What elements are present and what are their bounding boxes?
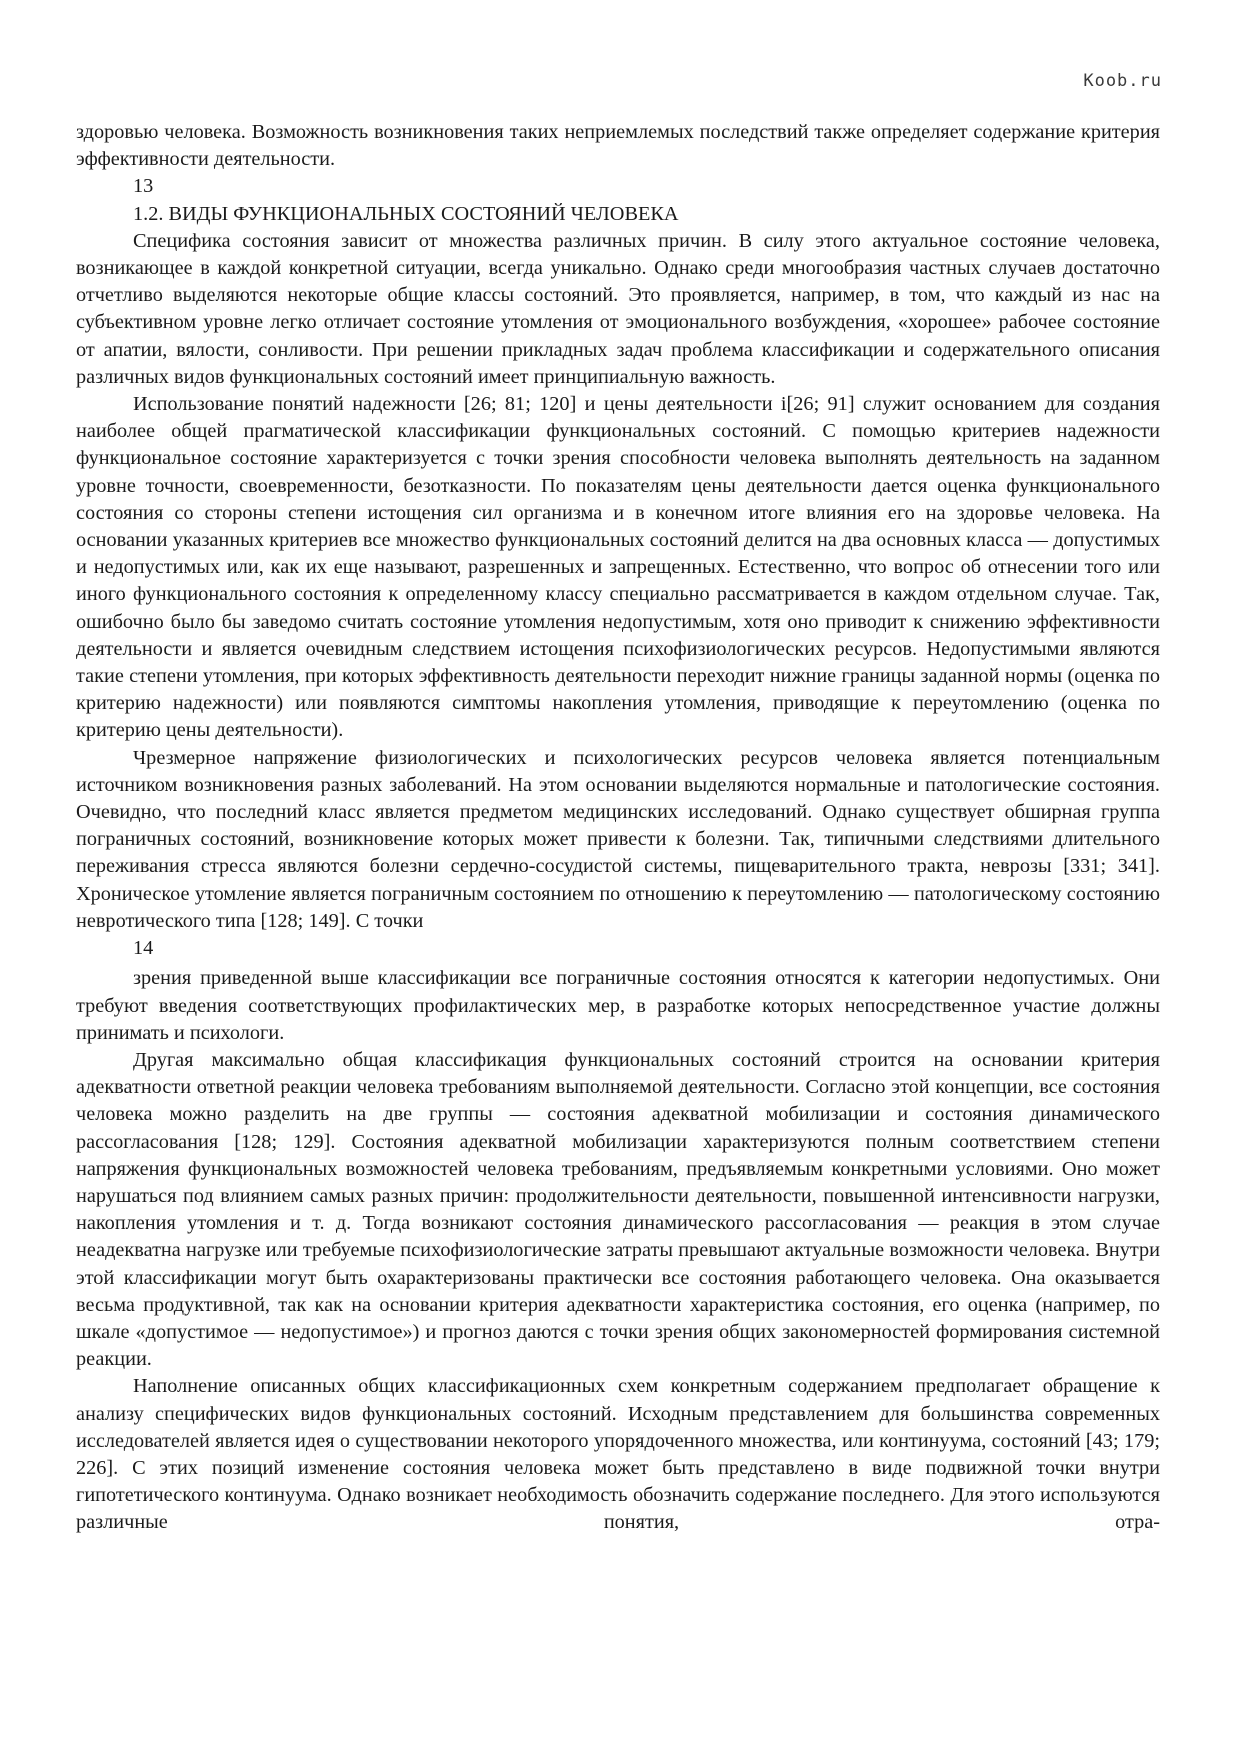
paragraph: Наполнение описанных общих классификационных схем конкретным содержанием предполагает обращение к анализу специфических видов функциональных состояний. Исходным представлением для большинства современных исследователей является идея о существовании некоторого упорядоченного множества, или континуума, состояний [43; 179; 226]. С этих позиций изменение состояния человека может быть представлено в виде подвижной точки внутри гипотетического континуума. Однако возникает необходимость обозначить содержание последнего. Для этого используются различные понятия, отра- (76, 1375, 1160, 1534)
paragraph: зрения приведенной выше классификации все пограничные состояния относятся к категории недопустимых. Они требуют введения соответствующих профилактических мер, в разработке которых непосредственное участие должны принимать и психологи. (76, 967, 1160, 1044)
paragraph-continued: здоровью человека. Возможность возникновения таких неприемлемых последствий также определяет содержание критерия эффективности деятельности. (76, 121, 1160, 171)
page-number: 13 (133, 175, 154, 198)
paragraph: Чрезмерное напряжение физиологических и психологических ресурсов человека является потенциальным источником возникновения разных заболеваний. На этом основании выделяются нормальные и патологические состояния. Очевидно, что последний класс является предметом медицинских исследований. Однако существует обширная группа пограничных состояний, возникновение которых может привести к болезни. Так, типичными следствиями длительного переживания стресса являются болезни сердечно-сосудистой системы, пищеварительного тракта, неврозы [331; 341]. Хроническое утомление является пограничным состоянием по отношению к переутомлению — патологическому состоянию невротического типа [128; 149]. С точки (76, 746, 1160, 932)
paragraph: Использование понятий надежности [26; 81; 120] и цены деятельности i[26; 91] служит основанием для создания наиболее общей прагматической классификации функциональных состояний. С помощью критериев надежности функциональное состояние характеризуется с точки зрения способности человека выполнять деятельность на заданном уровне точности, своевременности, безотказности. По показателям цены деятельности дается оценка функционального состояния со стороны степени истощения сил организма и в конечном итоге влияния его на здоровье человека. На основании указанных критериев все множество функциональных состояний делится на два основных класса — допустимых и недопустимых или, как их еще называют, разрешенных и запрещенных. Естественно, что вопрос об отнесении того или иного функционального состояния к определенному классу специально рассматривается в каждом отдельном случае. Так, ошибочно было бы заведомо считать состояние утомления недопустимым, хотя оно приводит к снижению эффективности деятельности и является очевидным следствием истощения психофизиологических ресурсов. Недопустимыми являются такие степени утомления, при которых эффективность деятельности переходит нижние границы заданной нормы (оценка по критерию надежности) или появляются симптомы накопления утомления, приводящие к переутомлению (оценка по критерию цены деятельности). (76, 393, 1160, 742)
paragraph: Другая максимально общая классификация функциональных состояний строится на основании критерия адекватности ответной реакции человека требованиям выполняемой деятельности. Согласно этой концепции, все состояния человека можно разделить на две группы — состояния адекватной мобилизации и состояния динамического рассогласования [128; 129]. Состояния адекватной мобилизации характеризуются полным соответствием степени напряжения функциональных возможностей человека требованиям, предъявляемым конкретными условиями. Оно может нарушаться под влиянием самых разных причин: продолжительности деятельности, повышенной интенсивности нагрузки, накопления утомления и т. д. Тогда возникают состояния динамического рассогласования — реакция в этом случае неадекватна нагрузке или требуемые психофизиологические затраты превышают актуальные возможности человека. Внутри этой классификации могут быть охарактеризованы практически все состояния работающего человека. Она оказывается весьма продуктивной, так как на основании критерия адекватности характеристика состояния, его оценка (например, по шкале «допустимое — недопустимое») и прогноз даются с точки зрения общих закономерностей формирования системной реакции. (76, 1048, 1160, 1371)
section-title: 1.2. ВИДЫ ФУНКЦИОНАЛЬНЫХ СОСТОЯНИЙ ЧЕЛОВЕКА (133, 202, 679, 225)
site-watermark[interactable]: Koob.ru (1083, 71, 1162, 91)
document-body (76, 119, 1160, 1537)
page-number: 14 (133, 937, 154, 960)
paragraph: Специфика состояния зависит от множества различных причин. В силу этого актуальное состояние человека, возникающее в каждой конкретной ситуации, всегда уникально. Однако среди многообразия частных случаев достаточно отчетливо выделяются некоторые общие классы состояний. Это проявляется, например, в том, что каждый из нас на субъективном уровне легко отличает состояние утомления от эмоционального возбуждения, «хорошее» рабочее состояние от апатии, вялости, сонливости. При решении прикладных задач проблема классификации и содержательного описания различных видов функциональных состояний имеет принципиальную важность. (76, 229, 1160, 388)
